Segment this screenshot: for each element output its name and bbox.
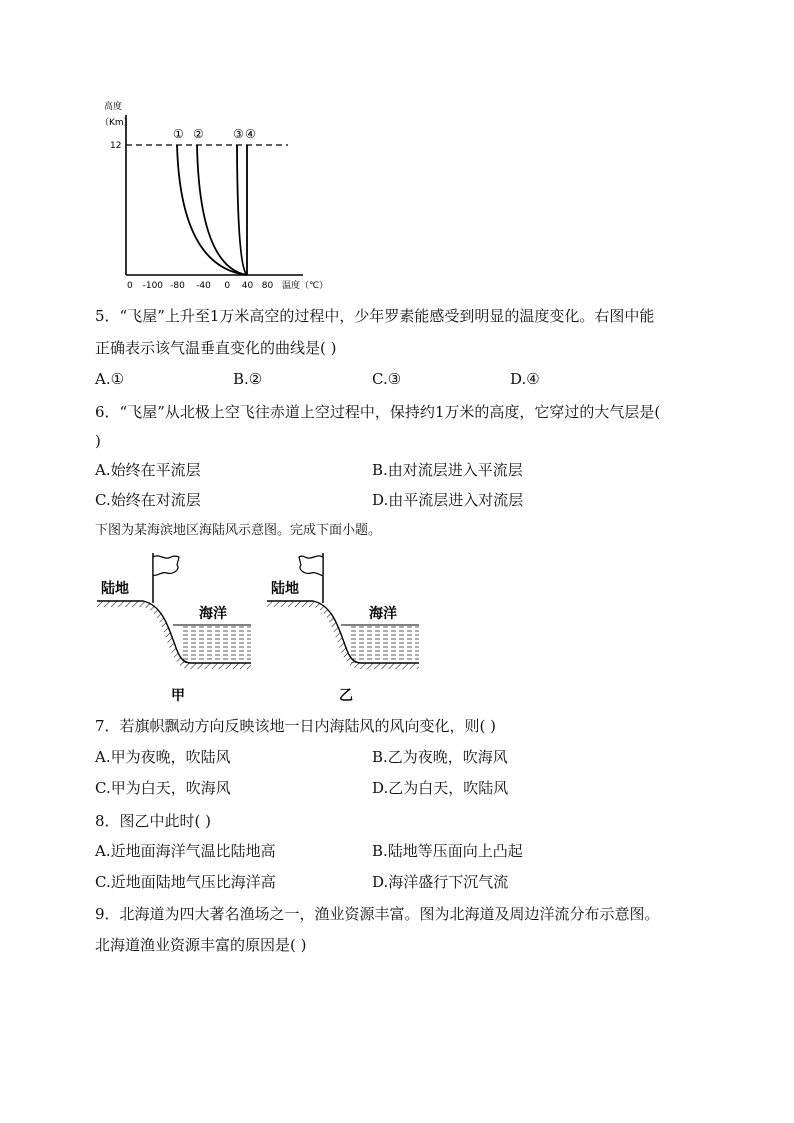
curve-label-2: ② [193, 127, 204, 141]
q6-option-d[interactable]: D.由平流层进入对流层 [372, 491, 524, 509]
q7-option-d[interactable]: D.乙为白天，吹陆风 [372, 779, 509, 797]
curve-label-3: ③ [233, 127, 244, 141]
sea-label-jia: 海洋 [199, 606, 227, 622]
flag-right-icon [153, 556, 179, 576]
q6-option-c[interactable]: C.始终在对流层 [95, 491, 201, 509]
q7-option-a[interactable]: A.甲为夜晚，吹陆风 [95, 748, 231, 766]
flag-left-icon [299, 556, 323, 576]
q8-option-d[interactable]: D.海洋盛行下沉气流 [372, 873, 509, 891]
q8-stem: 8．图乙中此时( ) [95, 812, 212, 830]
x-tick-label: -100 [142, 281, 164, 291]
x-tick-label: 0 [224, 281, 231, 291]
curve-3 [237, 145, 247, 275]
q9-stem-line1: 9．北海道为四大著名渔场之一，渔业资源丰富。图为北海道及周边洋流分布示意图。 [95, 905, 660, 923]
sea-land-breeze-diagram [95, 545, 435, 705]
q8-option-c[interactable]: C.近地面陆地气压比海洋高 [95, 873, 276, 891]
q7-option-b[interactable]: B.乙为夜晚，吹海风 [372, 748, 508, 766]
label-jia: 甲 [171, 688, 185, 704]
diagram-yi [267, 553, 419, 704]
y-tick-12: 12 [110, 141, 122, 151]
section-intro: 下图为某海滨地区海陆风示意图。完成下面小题。 [95, 523, 382, 538]
x-tick-label: -40 [196, 281, 211, 291]
curve-label-1: ① [173, 127, 184, 141]
q6-option-b[interactable]: B.由对流层进入平流层 [372, 461, 523, 479]
y-axis-unit: （Km） [100, 118, 133, 128]
q7-option-c[interactable]: C.甲为白天，吹海风 [95, 779, 231, 797]
curve-label-4: ④ [245, 127, 256, 141]
q6-stem-line1: 6．“飞屋”从北极上空飞往赤道上空过程中，保持约1万米的高度，它穿过的大气层是( [95, 403, 661, 421]
curve-2 [197, 145, 247, 275]
sea-water [183, 625, 251, 663]
q5-option-c[interactable]: C.③ [372, 370, 402, 388]
q8-option-b[interactable]: B.陆地等压面向上凸起 [372, 842, 523, 860]
q5-stem-line2: 正确表示该气温垂直变化的曲线是( ) [95, 339, 337, 357]
q6-stem-line2: ) [95, 432, 101, 450]
x-axis-label: 温度（℃） [282, 281, 329, 291]
sea-label-yi: 海洋 [369, 606, 397, 622]
label-yi: 乙 [339, 688, 353, 704]
q5-option-a[interactable]: A.① [95, 370, 125, 388]
temperature-height-chart [95, 95, 345, 295]
x-tick-label: -80 [170, 281, 185, 291]
diagram-jia [97, 553, 251, 704]
curves [177, 145, 247, 275]
q5-stem-line1: 5．“飞屋”上升至1万米高空的过程中，少年罗素能感受到明显的温度变化。右图中能 [95, 307, 655, 325]
land-label-jia: 陆地 [101, 581, 129, 597]
q5-option-b[interactable]: B.② [233, 370, 263, 388]
land-label-yi: 陆地 [271, 581, 299, 597]
origin-label: 0 [127, 281, 133, 291]
x-tick-label: 80 [261, 281, 274, 291]
x-tick-label: 40 [241, 281, 254, 291]
q7-stem: 7．若旗帜飘动方向反映该地一日内海陆风的风向变化，则( ) [95, 717, 497, 735]
curve-labels [173, 127, 256, 141]
q5-option-d[interactable]: D.④ [510, 370, 540, 388]
q6-option-a[interactable]: A.始终在平流层 [95, 461, 201, 479]
x-tick-labels [143, 281, 274, 291]
q9-stem-line2: 北海道渔业资源丰富的原因是( ) [95, 936, 307, 954]
sea-water [351, 625, 419, 663]
q8-option-a[interactable]: A.近地面海洋气温比陆地高 [95, 842, 276, 860]
y-axis-label: 高度 [104, 102, 123, 112]
